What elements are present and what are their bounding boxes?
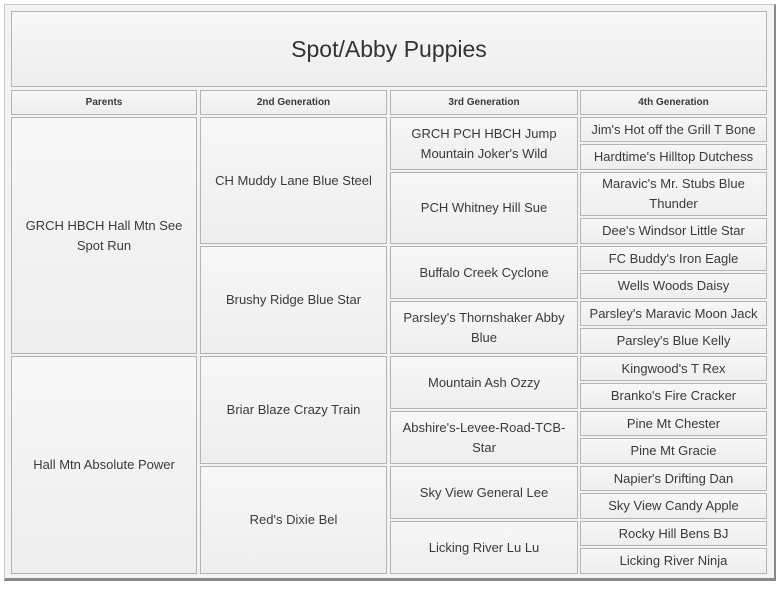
gen4-entry: Dee's Windsor Little Star bbox=[580, 218, 767, 244]
gen4-entry: Licking River Ninja bbox=[580, 548, 767, 574]
gen4-entry: Parsley's Blue Kelly bbox=[580, 328, 767, 354]
parent-dam: Hall Mtn Absolute Power bbox=[11, 356, 197, 574]
gen3-entry: Sky View General Lee bbox=[390, 466, 578, 519]
gen4-entry: Sky View Candy Apple bbox=[580, 493, 767, 519]
gen4-entry: Parsley's Maravic Moon Jack bbox=[580, 301, 767, 326]
gen3-entry: Buffalo Creek Cyclone bbox=[390, 246, 578, 299]
gen4-entry: Maravic's Mr. Stubs Blue Thunder bbox=[580, 172, 767, 216]
header-parents: Parents bbox=[11, 90, 197, 115]
gen3-entry: Parsley's Thornshaker Abby Blue bbox=[390, 301, 578, 354]
gen4-entry: Branko's Fire Cracker bbox=[580, 383, 767, 409]
gen3-entry: Abshire's-Levee-Road-TCB-Star bbox=[390, 411, 578, 464]
gen4-entry: Pine Mt Chester bbox=[580, 411, 767, 436]
pedigree-title: Spot/Abby Puppies bbox=[11, 11, 767, 87]
gen4-entry: Hardtime's Hilltop Dutchess bbox=[580, 144, 767, 170]
gen4-entry: Napier's Drifting Dan bbox=[580, 466, 767, 491]
parent-sire: GRCH HBCH Hall Mtn See Spot Run bbox=[11, 117, 197, 354]
gen4-entry: FC Buddy's Iron Eagle bbox=[580, 246, 767, 271]
gen2-entry: Red's Dixie Bel bbox=[200, 466, 387, 574]
gen3-entry: GRCH PCH HBCH Jump Mountain Joker's Wild bbox=[390, 117, 578, 170]
header-4th-generation: 4th Generation bbox=[580, 90, 767, 115]
gen2-entry: Briar Blaze Crazy Train bbox=[200, 356, 387, 464]
gen3-entry: Mountain Ash Ozzy bbox=[390, 356, 578, 409]
gen4-entry: Pine Mt Gracie bbox=[580, 438, 767, 464]
gen2-entry: CH Muddy Lane Blue Steel bbox=[200, 117, 387, 244]
gen4-entry: Jim's Hot off the Grill T Bone bbox=[580, 117, 767, 142]
gen4-entry: Rocky Hill Bens BJ bbox=[580, 521, 767, 546]
gen4-entry: Wells Woods Daisy bbox=[580, 273, 767, 299]
header-3rd-generation: 3rd Generation bbox=[390, 90, 578, 115]
gen3-entry: Licking River Lu Lu bbox=[390, 521, 578, 574]
gen2-entry: Brushy Ridge Blue Star bbox=[200, 246, 387, 354]
header-2nd-generation: 2nd Generation bbox=[200, 90, 387, 115]
gen4-entry: Kingwood's T Rex bbox=[580, 356, 767, 381]
gen3-entry: PCH Whitney Hill Sue bbox=[390, 172, 578, 244]
